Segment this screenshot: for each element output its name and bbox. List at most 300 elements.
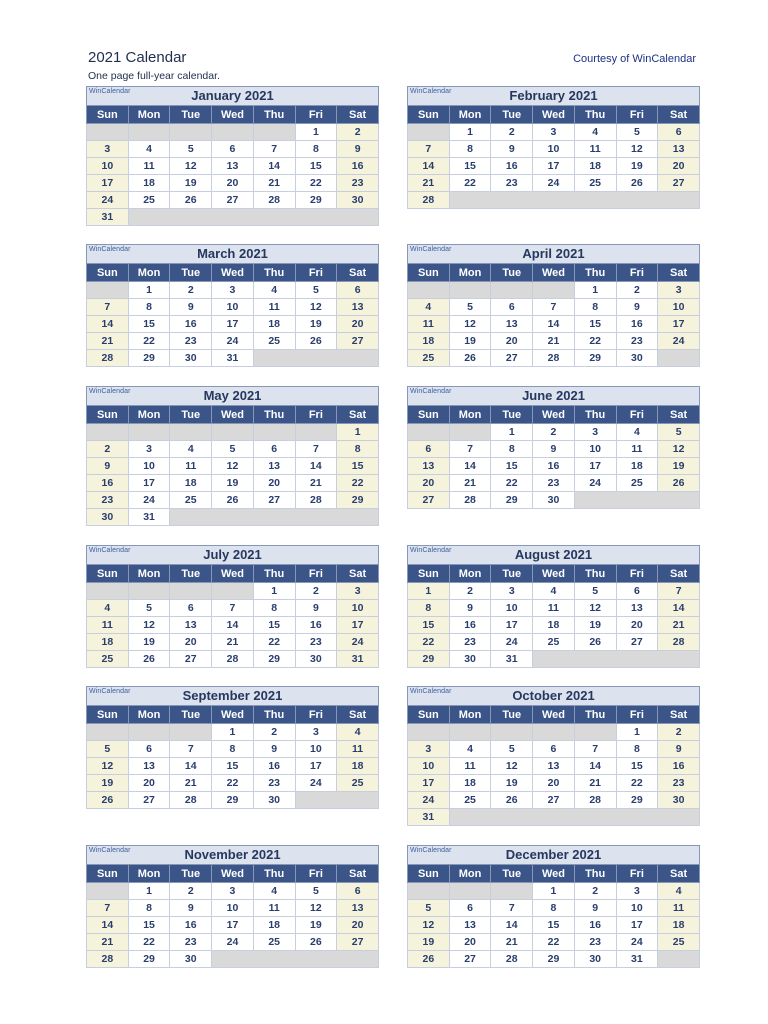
day-cell[interactable]: 10 bbox=[212, 299, 254, 316]
day-cell[interactable]: 20 bbox=[212, 175, 254, 192]
day-cell[interactable]: 6 bbox=[658, 124, 700, 141]
day-cell[interactable]: 25 bbox=[616, 475, 658, 492]
day-cell[interactable]: 4 bbox=[128, 141, 170, 158]
day-cell[interactable]: 2 bbox=[574, 883, 616, 900]
day-cell[interactable]: 21 bbox=[87, 333, 129, 350]
day-cell[interactable]: 18 bbox=[128, 175, 170, 192]
day-cell[interactable]: 20 bbox=[449, 934, 491, 951]
day-cell[interactable]: 24 bbox=[212, 934, 254, 951]
day-cell[interactable]: 12 bbox=[449, 316, 491, 333]
day-cell[interactable]: 13 bbox=[128, 758, 170, 775]
day-cell[interactable]: 19 bbox=[491, 775, 533, 792]
day-cell[interactable]: 25 bbox=[658, 934, 700, 951]
day-cell[interactable]: 18 bbox=[253, 917, 295, 934]
day-cell[interactable]: 29 bbox=[533, 951, 575, 968]
day-cell[interactable]: 28 bbox=[449, 492, 491, 509]
day-cell[interactable]: 27 bbox=[128, 792, 170, 809]
day-cell[interactable]: 18 bbox=[533, 617, 575, 634]
day-cell[interactable]: 6 bbox=[408, 441, 450, 458]
day-cell[interactable]: 14 bbox=[87, 917, 129, 934]
day-cell[interactable]: 1 bbox=[449, 124, 491, 141]
day-cell[interactable]: 5 bbox=[449, 299, 491, 316]
day-cell[interactable]: 15 bbox=[616, 758, 658, 775]
day-cell[interactable]: 17 bbox=[295, 758, 337, 775]
day-cell[interactable]: 16 bbox=[87, 475, 129, 492]
day-cell[interactable]: 26 bbox=[408, 951, 450, 968]
day-cell[interactable]: 16 bbox=[170, 316, 212, 333]
brand-label[interactable]: WinCalendar bbox=[89, 547, 131, 554]
day-cell[interactable]: 4 bbox=[337, 724, 379, 741]
day-cell[interactable]: 13 bbox=[533, 758, 575, 775]
day-cell[interactable]: 10 bbox=[408, 758, 450, 775]
day-cell[interactable]: 18 bbox=[616, 458, 658, 475]
day-cell[interactable]: 7 bbox=[170, 741, 212, 758]
day-cell[interactable]: 26 bbox=[491, 792, 533, 809]
day-cell[interactable]: 21 bbox=[533, 333, 575, 350]
day-cell[interactable]: 9 bbox=[658, 741, 700, 758]
day-cell[interactable]: 15 bbox=[408, 617, 450, 634]
day-cell[interactable]: 30 bbox=[533, 492, 575, 509]
day-cell[interactable]: 12 bbox=[408, 917, 450, 934]
day-cell[interactable]: 8 bbox=[533, 900, 575, 917]
day-cell[interactable]: 20 bbox=[658, 158, 700, 175]
day-cell[interactable]: 22 bbox=[408, 634, 450, 651]
day-cell[interactable]: 14 bbox=[449, 458, 491, 475]
day-cell[interactable]: 28 bbox=[574, 792, 616, 809]
day-cell[interactable]: 12 bbox=[491, 758, 533, 775]
day-cell[interactable]: 5 bbox=[295, 883, 337, 900]
day-cell[interactable]: 27 bbox=[337, 934, 379, 951]
day-cell[interactable]: 2 bbox=[533, 424, 575, 441]
day-cell[interactable]: 29 bbox=[408, 651, 450, 668]
day-cell[interactable]: 18 bbox=[253, 316, 295, 333]
day-cell[interactable]: 16 bbox=[533, 458, 575, 475]
day-cell[interactable]: 30 bbox=[170, 951, 212, 968]
day-cell[interactable]: 2 bbox=[170, 282, 212, 299]
day-cell[interactable]: 5 bbox=[658, 424, 700, 441]
brand-label[interactable]: WinCalendar bbox=[410, 88, 452, 95]
day-cell[interactable]: 12 bbox=[616, 141, 658, 158]
day-cell[interactable]: 13 bbox=[408, 458, 450, 475]
day-cell[interactable]: 1 bbox=[491, 424, 533, 441]
day-cell[interactable]: 14 bbox=[87, 316, 129, 333]
day-cell[interactable]: 18 bbox=[408, 333, 450, 350]
day-cell[interactable]: 24 bbox=[87, 192, 129, 209]
day-cell[interactable]: 20 bbox=[408, 475, 450, 492]
day-cell[interactable]: 24 bbox=[658, 333, 700, 350]
day-cell[interactable]: 20 bbox=[337, 316, 379, 333]
day-cell[interactable]: 6 bbox=[616, 583, 658, 600]
day-cell[interactable]: 31 bbox=[212, 350, 254, 367]
day-cell[interactable]: 11 bbox=[408, 316, 450, 333]
day-cell[interactable]: 29 bbox=[253, 651, 295, 668]
day-cell[interactable]: 26 bbox=[170, 192, 212, 209]
day-cell[interactable]: 5 bbox=[408, 900, 450, 917]
day-cell[interactable]: 17 bbox=[408, 775, 450, 792]
day-cell[interactable]: 31 bbox=[491, 651, 533, 668]
day-cell[interactable]: 24 bbox=[295, 775, 337, 792]
day-cell[interactable]: 6 bbox=[170, 600, 212, 617]
day-cell[interactable]: 11 bbox=[128, 158, 170, 175]
day-cell[interactable]: 8 bbox=[449, 141, 491, 158]
day-cell[interactable]: 1 bbox=[574, 282, 616, 299]
day-cell[interactable]: 18 bbox=[337, 758, 379, 775]
day-cell[interactable]: 3 bbox=[212, 282, 254, 299]
day-cell[interactable]: 2 bbox=[87, 441, 129, 458]
day-cell[interactable]: 12 bbox=[87, 758, 129, 775]
day-cell[interactable]: 19 bbox=[212, 475, 254, 492]
day-cell[interactable]: 26 bbox=[658, 475, 700, 492]
day-cell[interactable]: 19 bbox=[170, 175, 212, 192]
day-cell[interactable]: 6 bbox=[253, 441, 295, 458]
day-cell[interactable]: 12 bbox=[295, 299, 337, 316]
day-cell[interactable]: 20 bbox=[337, 917, 379, 934]
day-cell[interactable]: 30 bbox=[574, 951, 616, 968]
day-cell[interactable]: 7 bbox=[574, 741, 616, 758]
day-cell[interactable]: 25 bbox=[533, 634, 575, 651]
day-cell[interactable]: 1 bbox=[616, 724, 658, 741]
day-cell[interactable]: 22 bbox=[253, 634, 295, 651]
day-cell[interactable]: 24 bbox=[616, 934, 658, 951]
day-cell[interactable]: 26 bbox=[295, 934, 337, 951]
day-cell[interactable]: 26 bbox=[616, 175, 658, 192]
day-cell[interactable]: 15 bbox=[533, 917, 575, 934]
day-cell[interactable]: 6 bbox=[212, 141, 254, 158]
day-cell[interactable]: 13 bbox=[337, 299, 379, 316]
brand-label[interactable]: WinCalendar bbox=[410, 547, 452, 554]
day-cell[interactable]: 5 bbox=[170, 141, 212, 158]
day-cell[interactable]: 3 bbox=[87, 141, 129, 158]
day-cell[interactable]: 11 bbox=[574, 141, 616, 158]
day-cell[interactable]: 13 bbox=[491, 316, 533, 333]
day-cell[interactable]: 9 bbox=[170, 900, 212, 917]
day-cell[interactable]: 1 bbox=[337, 424, 379, 441]
day-cell[interactable]: 30 bbox=[170, 350, 212, 367]
day-cell[interactable]: 19 bbox=[408, 934, 450, 951]
day-cell[interactable]: 20 bbox=[170, 634, 212, 651]
day-cell[interactable]: 14 bbox=[491, 917, 533, 934]
day-cell[interactable]: 17 bbox=[337, 617, 379, 634]
day-cell[interactable]: 28 bbox=[170, 792, 212, 809]
day-cell[interactable]: 20 bbox=[533, 775, 575, 792]
day-cell[interactable]: 9 bbox=[87, 458, 129, 475]
day-cell[interactable]: 5 bbox=[295, 282, 337, 299]
day-cell[interactable]: 27 bbox=[616, 634, 658, 651]
day-cell[interactable]: 1 bbox=[295, 124, 337, 141]
day-cell[interactable]: 23 bbox=[616, 333, 658, 350]
day-cell[interactable]: 18 bbox=[574, 158, 616, 175]
day-cell[interactable]: 19 bbox=[658, 458, 700, 475]
day-cell[interactable]: 28 bbox=[253, 192, 295, 209]
brand-label[interactable]: WinCalendar bbox=[410, 847, 452, 854]
day-cell[interactable]: 23 bbox=[170, 934, 212, 951]
day-cell[interactable]: 21 bbox=[212, 634, 254, 651]
day-cell[interactable]: 17 bbox=[128, 475, 170, 492]
day-cell[interactable]: 7 bbox=[295, 441, 337, 458]
day-cell[interactable]: 6 bbox=[337, 883, 379, 900]
day-cell[interactable]: 8 bbox=[408, 600, 450, 617]
day-cell[interactable]: 28 bbox=[658, 634, 700, 651]
day-cell[interactable]: 23 bbox=[295, 634, 337, 651]
day-cell[interactable]: 1 bbox=[128, 883, 170, 900]
day-cell[interactable]: 30 bbox=[87, 509, 129, 526]
day-cell[interactable]: 9 bbox=[574, 900, 616, 917]
day-cell[interactable]: 13 bbox=[337, 900, 379, 917]
day-cell[interactable]: 26 bbox=[212, 492, 254, 509]
day-cell[interactable]: 24 bbox=[408, 792, 450, 809]
day-cell[interactable]: 7 bbox=[87, 900, 129, 917]
day-cell[interactable]: 10 bbox=[295, 741, 337, 758]
day-cell[interactable]: 22 bbox=[616, 775, 658, 792]
day-cell[interactable]: 10 bbox=[574, 441, 616, 458]
day-cell[interactable]: 25 bbox=[449, 792, 491, 809]
day-cell[interactable]: 12 bbox=[170, 158, 212, 175]
day-cell[interactable]: 11 bbox=[449, 758, 491, 775]
day-cell[interactable]: 11 bbox=[253, 900, 295, 917]
day-cell[interactable]: 11 bbox=[658, 900, 700, 917]
day-cell[interactable]: 1 bbox=[533, 883, 575, 900]
day-cell[interactable]: 12 bbox=[212, 458, 254, 475]
day-cell[interactable]: 27 bbox=[658, 175, 700, 192]
day-cell[interactable]: 4 bbox=[616, 424, 658, 441]
day-cell[interactable]: 25 bbox=[253, 934, 295, 951]
day-cell[interactable]: 8 bbox=[295, 141, 337, 158]
day-cell[interactable]: 18 bbox=[658, 917, 700, 934]
day-cell[interactable]: 19 bbox=[128, 634, 170, 651]
day-cell[interactable]: 10 bbox=[128, 458, 170, 475]
day-cell[interactable]: 17 bbox=[491, 617, 533, 634]
day-cell[interactable]: 29 bbox=[574, 350, 616, 367]
day-cell[interactable]: 27 bbox=[212, 192, 254, 209]
day-cell[interactable]: 11 bbox=[87, 617, 129, 634]
day-cell[interactable]: 16 bbox=[491, 158, 533, 175]
day-cell[interactable]: 10 bbox=[658, 299, 700, 316]
day-cell[interactable]: 14 bbox=[170, 758, 212, 775]
day-cell[interactable]: 7 bbox=[408, 141, 450, 158]
day-cell[interactable]: 2 bbox=[253, 724, 295, 741]
day-cell[interactable]: 28 bbox=[295, 492, 337, 509]
day-cell[interactable]: 9 bbox=[491, 141, 533, 158]
day-cell[interactable]: 7 bbox=[449, 441, 491, 458]
day-cell[interactable]: 13 bbox=[212, 158, 254, 175]
day-cell[interactable]: 4 bbox=[253, 883, 295, 900]
day-cell[interactable]: 28 bbox=[533, 350, 575, 367]
day-cell[interactable]: 21 bbox=[574, 775, 616, 792]
day-cell[interactable]: 3 bbox=[533, 124, 575, 141]
day-cell[interactable]: 12 bbox=[295, 900, 337, 917]
day-cell[interactable]: 6 bbox=[128, 741, 170, 758]
day-cell[interactable]: 11 bbox=[533, 600, 575, 617]
brand-label[interactable]: WinCalendar bbox=[410, 388, 452, 395]
day-cell[interactable]: 31 bbox=[337, 651, 379, 668]
day-cell[interactable]: 22 bbox=[491, 475, 533, 492]
day-cell[interactable]: 7 bbox=[533, 299, 575, 316]
day-cell[interactable]: 30 bbox=[616, 350, 658, 367]
day-cell[interactable]: 4 bbox=[658, 883, 700, 900]
day-cell[interactable]: 2 bbox=[491, 124, 533, 141]
day-cell[interactable]: 16 bbox=[170, 917, 212, 934]
day-cell[interactable]: 14 bbox=[533, 316, 575, 333]
day-cell[interactable]: 1 bbox=[212, 724, 254, 741]
day-cell[interactable]: 28 bbox=[212, 651, 254, 668]
day-cell[interactable]: 3 bbox=[337, 583, 379, 600]
day-cell[interactable]: 28 bbox=[87, 951, 129, 968]
day-cell[interactable]: 14 bbox=[574, 758, 616, 775]
day-cell[interactable]: 14 bbox=[658, 600, 700, 617]
day-cell[interactable]: 15 bbox=[212, 758, 254, 775]
day-cell[interactable]: 21 bbox=[658, 617, 700, 634]
brand-label[interactable]: WinCalendar bbox=[89, 246, 131, 253]
day-cell[interactable]: 13 bbox=[170, 617, 212, 634]
day-cell[interactable]: 17 bbox=[533, 158, 575, 175]
day-cell[interactable]: 27 bbox=[449, 951, 491, 968]
day-cell[interactable]: 3 bbox=[408, 741, 450, 758]
day-cell[interactable]: 3 bbox=[212, 883, 254, 900]
day-cell[interactable]: 22 bbox=[295, 175, 337, 192]
day-cell[interactable]: 25 bbox=[128, 192, 170, 209]
day-cell[interactable]: 9 bbox=[295, 600, 337, 617]
day-cell[interactable]: 21 bbox=[170, 775, 212, 792]
day-cell[interactable]: 17 bbox=[658, 316, 700, 333]
day-cell[interactable]: 10 bbox=[337, 600, 379, 617]
day-cell[interactable]: 26 bbox=[295, 333, 337, 350]
day-cell[interactable]: 26 bbox=[128, 651, 170, 668]
day-cell[interactable]: 8 bbox=[212, 741, 254, 758]
day-cell[interactable]: 3 bbox=[295, 724, 337, 741]
day-cell[interactable]: 27 bbox=[170, 651, 212, 668]
day-cell[interactable]: 10 bbox=[616, 900, 658, 917]
day-cell[interactable]: 22 bbox=[212, 775, 254, 792]
day-cell[interactable]: 22 bbox=[337, 475, 379, 492]
day-cell[interactable]: 27 bbox=[533, 792, 575, 809]
day-cell[interactable]: 23 bbox=[574, 934, 616, 951]
day-cell[interactable]: 11 bbox=[337, 741, 379, 758]
day-cell[interactable]: 15 bbox=[449, 158, 491, 175]
day-cell[interactable]: 16 bbox=[337, 158, 379, 175]
day-cell[interactable]: 25 bbox=[574, 175, 616, 192]
day-cell[interactable]: 27 bbox=[337, 333, 379, 350]
day-cell[interactable]: 6 bbox=[533, 741, 575, 758]
day-cell[interactable]: 27 bbox=[253, 492, 295, 509]
day-cell[interactable]: 16 bbox=[574, 917, 616, 934]
day-cell[interactable]: 4 bbox=[87, 600, 129, 617]
day-cell[interactable]: 14 bbox=[295, 458, 337, 475]
day-cell[interactable]: 8 bbox=[128, 299, 170, 316]
day-cell[interactable]: 24 bbox=[491, 634, 533, 651]
day-cell[interactable]: 1 bbox=[128, 282, 170, 299]
day-cell[interactable]: 29 bbox=[295, 192, 337, 209]
day-cell[interactable]: 11 bbox=[616, 441, 658, 458]
day-cell[interactable]: 26 bbox=[574, 634, 616, 651]
day-cell[interactable]: 3 bbox=[574, 424, 616, 441]
day-cell[interactable]: 30 bbox=[658, 792, 700, 809]
day-cell[interactable]: 17 bbox=[87, 175, 129, 192]
day-cell[interactable]: 12 bbox=[658, 441, 700, 458]
day-cell[interactable]: 22 bbox=[574, 333, 616, 350]
day-cell[interactable]: 29 bbox=[491, 492, 533, 509]
day-cell[interactable]: 24 bbox=[212, 333, 254, 350]
day-cell[interactable]: 20 bbox=[253, 475, 295, 492]
day-cell[interactable]: 22 bbox=[128, 333, 170, 350]
day-cell[interactable]: 28 bbox=[491, 951, 533, 968]
day-cell[interactable]: 16 bbox=[253, 758, 295, 775]
day-cell[interactable]: 23 bbox=[449, 634, 491, 651]
day-cell[interactable]: 12 bbox=[574, 600, 616, 617]
day-cell[interactable]: 2 bbox=[295, 583, 337, 600]
day-cell[interactable]: 7 bbox=[658, 583, 700, 600]
day-cell[interactable]: 31 bbox=[408, 809, 450, 826]
day-cell[interactable]: 2 bbox=[337, 124, 379, 141]
day-cell[interactable]: 3 bbox=[616, 883, 658, 900]
day-cell[interactable]: 2 bbox=[616, 282, 658, 299]
brand-label[interactable]: WinCalendar bbox=[89, 388, 131, 395]
day-cell[interactable]: 23 bbox=[170, 333, 212, 350]
day-cell[interactable]: 5 bbox=[212, 441, 254, 458]
day-cell[interactable]: 24 bbox=[574, 475, 616, 492]
day-cell[interactable]: 24 bbox=[128, 492, 170, 509]
day-cell[interactable]: 28 bbox=[87, 350, 129, 367]
day-cell[interactable]: 10 bbox=[491, 600, 533, 617]
day-cell[interactable]: 5 bbox=[616, 124, 658, 141]
day-cell[interactable]: 1 bbox=[408, 583, 450, 600]
day-cell[interactable]: 16 bbox=[295, 617, 337, 634]
day-cell[interactable]: 15 bbox=[337, 458, 379, 475]
day-cell[interactable]: 15 bbox=[491, 458, 533, 475]
brand-label[interactable]: WinCalendar bbox=[89, 688, 131, 695]
day-cell[interactable]: 28 bbox=[408, 192, 450, 209]
day-cell[interactable]: 14 bbox=[253, 158, 295, 175]
day-cell[interactable]: 11 bbox=[253, 299, 295, 316]
day-cell[interactable]: 24 bbox=[337, 634, 379, 651]
day-cell[interactable]: 29 bbox=[128, 350, 170, 367]
day-cell[interactable]: 14 bbox=[408, 158, 450, 175]
day-cell[interactable]: 8 bbox=[491, 441, 533, 458]
day-cell[interactable]: 10 bbox=[212, 900, 254, 917]
day-cell[interactable]: 4 bbox=[170, 441, 212, 458]
day-cell[interactable]: 10 bbox=[87, 158, 129, 175]
day-cell[interactable]: 9 bbox=[337, 141, 379, 158]
day-cell[interactable]: 17 bbox=[616, 917, 658, 934]
day-cell[interactable]: 8 bbox=[128, 900, 170, 917]
day-cell[interactable]: 29 bbox=[128, 951, 170, 968]
day-cell[interactable]: 15 bbox=[253, 617, 295, 634]
day-cell[interactable]: 4 bbox=[408, 299, 450, 316]
day-cell[interactable]: 15 bbox=[574, 316, 616, 333]
brand-label[interactable]: WinCalendar bbox=[89, 88, 131, 95]
day-cell[interactable]: 29 bbox=[616, 792, 658, 809]
day-cell[interactable]: 23 bbox=[253, 775, 295, 792]
day-cell[interactable]: 30 bbox=[295, 651, 337, 668]
day-cell[interactable]: 8 bbox=[616, 741, 658, 758]
day-cell[interactable]: 3 bbox=[491, 583, 533, 600]
day-cell[interactable]: 25 bbox=[87, 651, 129, 668]
day-cell[interactable]: 29 bbox=[212, 792, 254, 809]
day-cell[interactable]: 13 bbox=[449, 917, 491, 934]
day-cell[interactable]: 3 bbox=[128, 441, 170, 458]
day-cell[interactable]: 23 bbox=[533, 475, 575, 492]
day-cell[interactable]: 20 bbox=[128, 775, 170, 792]
day-cell[interactable]: 25 bbox=[253, 333, 295, 350]
day-cell[interactable]: 6 bbox=[337, 282, 379, 299]
day-cell[interactable]: 2 bbox=[449, 583, 491, 600]
day-cell[interactable]: 24 bbox=[533, 175, 575, 192]
day-cell[interactable]: 22 bbox=[449, 175, 491, 192]
day-cell[interactable]: 19 bbox=[87, 775, 129, 792]
day-cell[interactable]: 19 bbox=[449, 333, 491, 350]
day-cell[interactable]: 19 bbox=[616, 158, 658, 175]
day-cell[interactable]: 21 bbox=[491, 934, 533, 951]
day-cell[interactable]: 19 bbox=[295, 316, 337, 333]
